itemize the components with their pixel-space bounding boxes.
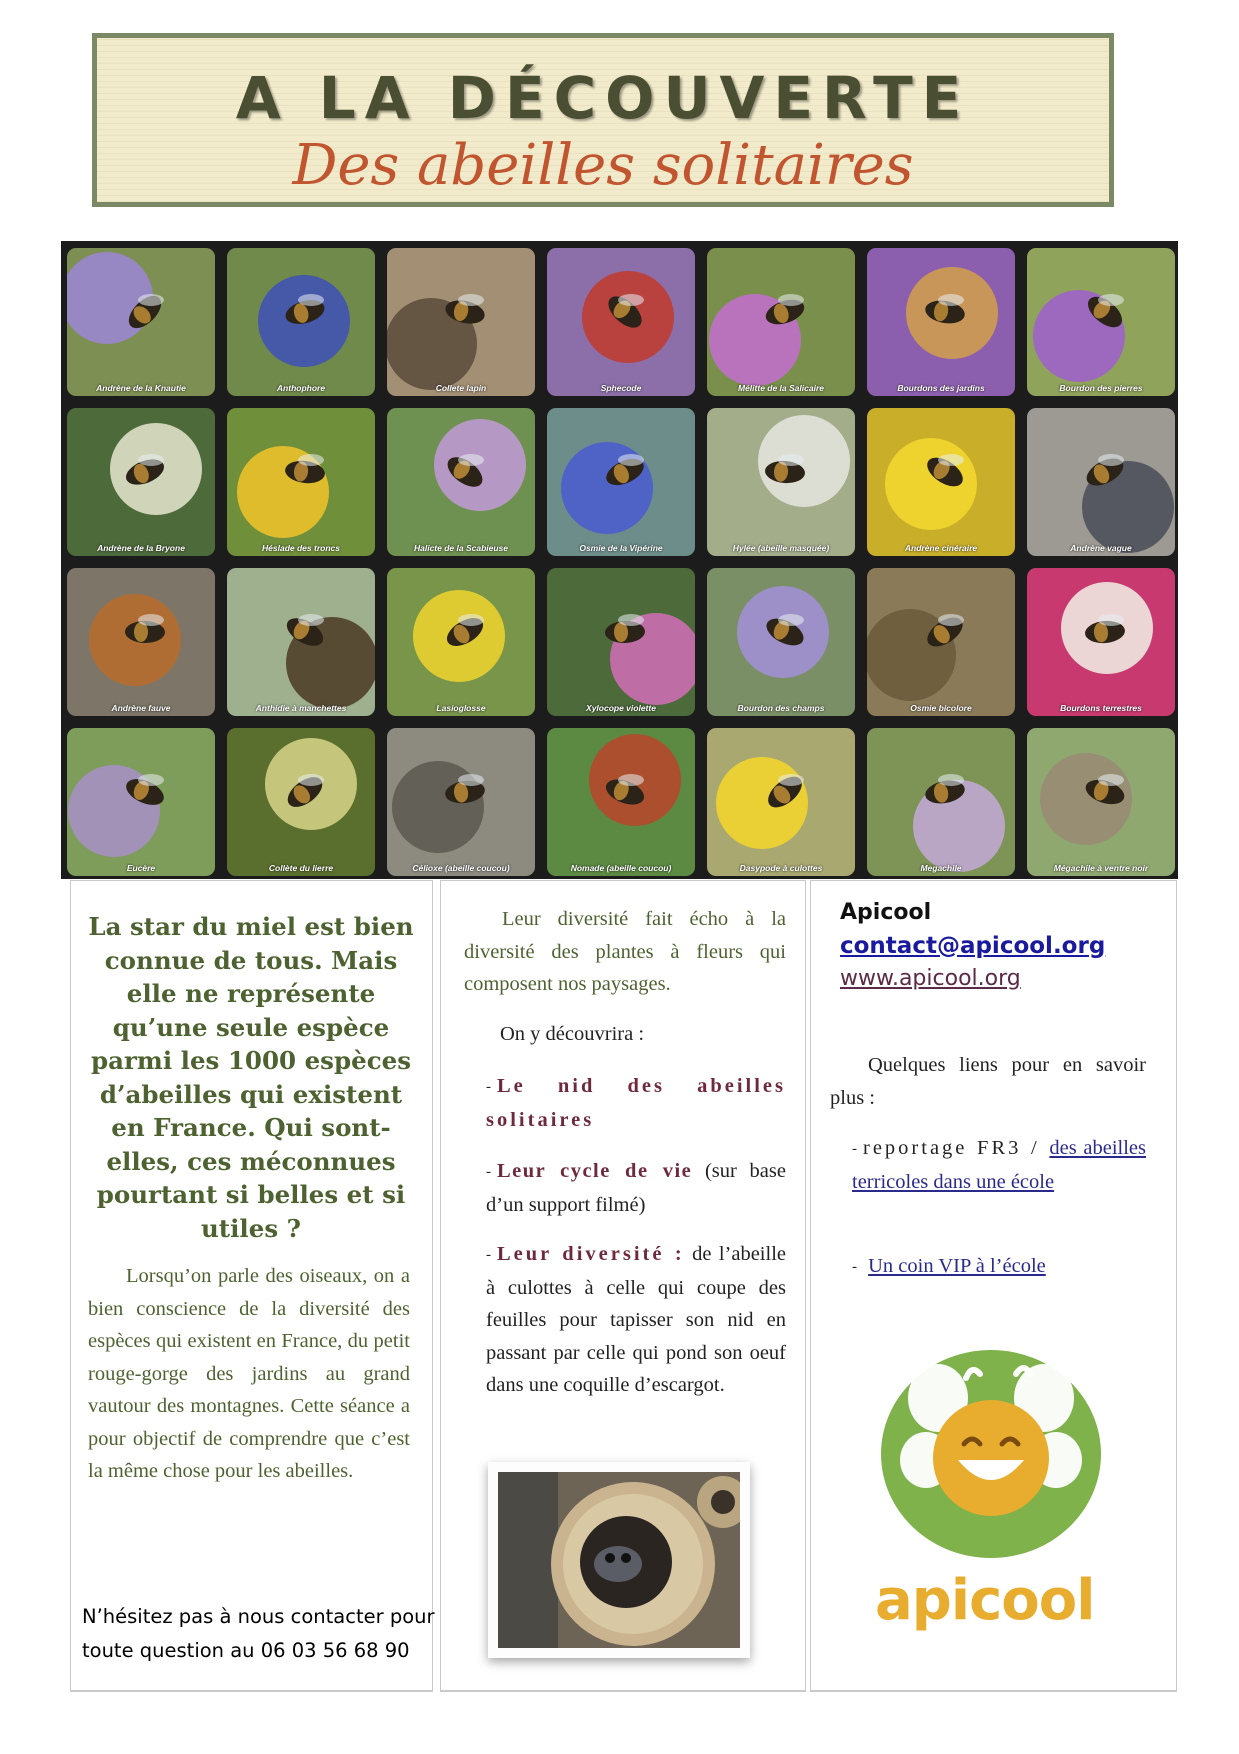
species-tile [867,568,1015,716]
program-item-nest-title: Le nid des abeilles solitaires [486,1075,786,1131]
species-photo [227,408,375,556]
banner-subtitle: Des abeilles solitaires [292,133,914,198]
species-photo [67,728,215,876]
bullet-dash: - [486,1079,491,1095]
discover-lead: On y découvrira : [500,1023,645,1045]
species-photo [387,408,535,556]
species-tile [1027,568,1175,716]
program-item-nest [486,1070,786,1136]
species-caption: Halicte de la Scabieuse [413,543,509,553]
species-photo [67,408,215,556]
species-tile [387,568,535,716]
species-caption: Andrène de la Knautie [96,383,186,393]
species-caption: Célioxe (abeille coucou) [412,863,510,873]
species-photo [67,568,215,716]
species-photo [67,248,215,396]
contact-note-line1: N’hésitez pas à nous contacter pour [82,1605,435,1628]
species-photo-grid [61,241,1178,879]
program-item-diversity-text: de l’abeille à culottes à celle qui coupe des feuilles pour tapisser son nid en passant par celle qui pond son oeuf dans une coquille d’escargot. [486,1243,786,1396]
species-caption: Collète du lierre [268,863,334,873]
species-tile [67,728,215,876]
species-caption: Andrène vague [1070,543,1132,553]
left-paragraph: Lorsqu’on parle des oiseaux, on a bien conscience de la diversité des espèces qui existent en France, du petit rouge-gorge des jardins au grand vautour des montagnes. Cette séance a pour objectif de comprendre que c’est la même chose pour les abeilles. [88,1265,410,1482]
species-caption: Bourdons terrestres [1060,703,1142,713]
species-photo [227,248,375,396]
species-tile [1027,728,1175,876]
species-photo [707,248,855,396]
species-tile [227,408,375,556]
program-item-diversity [486,1238,786,1402]
bee-nest-image [498,1472,740,1648]
fr3-report-link[interactable]: des abeilles terricoles dans une école [852,1137,1146,1193]
title-banner [92,33,1114,207]
species-caption: Anthophore [276,383,326,393]
link-item-fr3-prefix: reportage FR3 / [863,1137,1050,1159]
program-item-lifecycle-text: (sur base d’un support filmé) [486,1160,786,1216]
species-caption: Dasypode à culottes [739,863,823,873]
species-tile [387,728,535,876]
contact-note [82,1600,482,1668]
species-tile [387,408,535,556]
species-caption: Lasioglosse [436,703,486,713]
species-tile [547,728,695,876]
species-tile [67,248,215,396]
species-photo [547,568,695,716]
species-photo [1027,568,1175,716]
species-caption: Bourdons des jardins [897,383,985,393]
species-tile [707,728,855,876]
website-link[interactable]: www.apicool.org [840,966,1021,991]
species-caption: Xylocope violette [586,703,656,713]
species-tile [707,408,855,556]
species-caption: Andrène de la Bryone [97,543,185,553]
species-caption: Bourdon des pierres [1059,383,1143,393]
species-tile [67,568,215,716]
species-photo [387,568,535,716]
species-caption: Andrène fauve [111,703,171,713]
species-tile [547,568,695,716]
species-photo [547,728,695,876]
species-tile [547,248,695,396]
species-caption: Anthidie à manchettes [255,703,347,713]
species-caption: Mégachile à ventre noir [1053,863,1149,873]
link-item-fr3 [852,1132,1146,1198]
bullet-dash: - [852,1141,857,1157]
species-caption: Collete lapin [435,383,487,393]
species-tile [707,568,855,716]
species-tile [227,568,375,716]
species-caption: Héslade des troncs [262,543,340,553]
species-photo [1027,728,1175,876]
species-tile [1027,248,1175,396]
species-tile [67,408,215,556]
species-tile [867,408,1015,556]
species-photo [547,248,695,396]
program-item-lifecycle-title: Leur cycle de vie [497,1160,693,1182]
species-tile [1027,408,1175,556]
species-tile [227,248,375,396]
species-photo [707,568,855,716]
species-photo [387,248,535,396]
species-photo [867,568,1015,716]
species-photo [1027,408,1175,556]
logo-wordmark: apicool [875,1568,1095,1633]
species-caption: Sphecode [600,383,642,393]
species-tile [867,728,1015,876]
links-intro: Quelques liens pour en savoir plus : [830,1054,1146,1109]
species-caption: Andrène cinéraire [904,543,978,553]
bullet-dash: - [486,1247,491,1263]
intro-heading: La star du miel est bien connue de tous. Mais elle ne représente qu’une seule espèce parmi les 1000 espèces d’abeilles qui existent en France. Qui sont-elles, ces méconnues pourtant si belles et si utiles ? [88,912,414,1243]
link-item-vip [852,1250,1146,1284]
contact-note-line2: toute question au 06 03 56 68 90 [82,1639,410,1662]
species-photo [1027,248,1175,396]
brand-name: Apicool [840,900,932,925]
species-caption: Osmie de la Vipérine [579,543,663,553]
species-tile [707,248,855,396]
contact-block [840,897,1105,996]
program-item-lifecycle [486,1155,786,1221]
species-photo [227,568,375,716]
species-caption: Osmie bicolore [910,703,972,713]
species-caption: Nomade (abeille coucou) [570,863,672,873]
species-photo [867,408,1015,556]
species-caption: Bourdon des champs [737,703,825,713]
species-caption: Hylée (abeille masquée) [732,543,830,553]
banner-title: A LA DÉCOUVERTE [235,64,971,132]
species-photo [547,408,695,556]
species-tile [227,728,375,876]
species-photo [867,248,1015,396]
middle-intro: Leur diversité fait écho à la diversité des plantes à fleurs qui composent nos paysages. [464,908,786,995]
program-item-diversity-title: Leur diversité : [497,1243,685,1265]
bullet-dash: - [486,1164,491,1180]
species-caption: Eucère [126,863,156,873]
vip-corner-link[interactable]: Un coin VIP à l’école [868,1255,1046,1277]
species-caption: Mélitte de la Salicaire [738,383,824,393]
species-caption: Megachile [920,863,962,873]
species-photo [867,728,1015,876]
apicool-logo-icon [878,1348,1104,1560]
species-photo [387,728,535,876]
species-tile [867,248,1015,396]
species-photo [707,408,855,556]
email-link[interactable]: contact@apicool.org [840,932,1106,959]
species-tile [387,248,535,396]
species-photo [227,728,375,876]
species-tile [547,408,695,556]
bullet-dash: - [852,1259,857,1275]
species-photo [707,728,855,876]
nest-photo [488,1462,750,1658]
